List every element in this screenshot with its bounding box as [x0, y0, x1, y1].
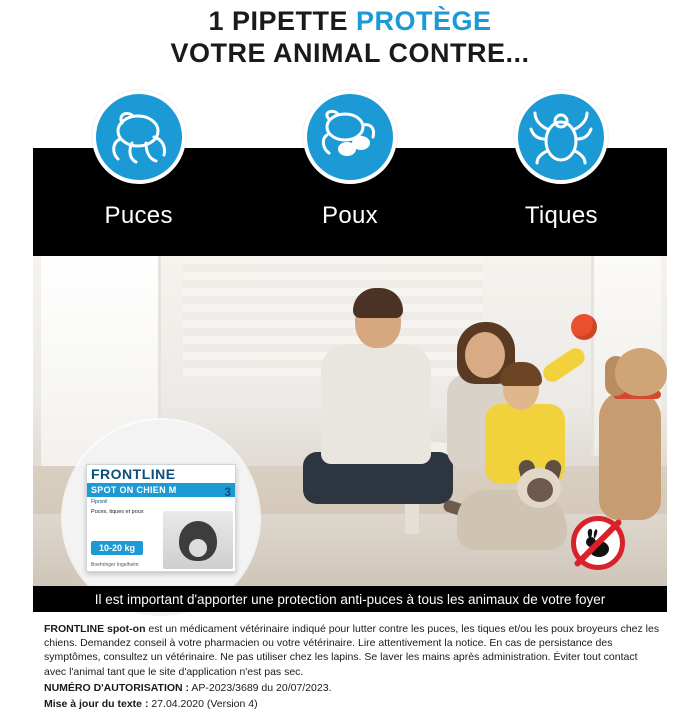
pack-descriptor: Fipronil: [91, 499, 108, 505]
headline-line-1: [0, 6, 700, 38]
black-band: [33, 148, 667, 256]
pack-range: SPOT ON CHIEN M: [87, 483, 235, 497]
headline-text-1: 1 PIPETTE: [208, 6, 356, 36]
legal-update-label: Mise à jour du texte :: [44, 697, 149, 710]
lifestyle-photo: [33, 256, 667, 586]
pack-dog-photo: [163, 511, 233, 569]
icon-label-fleas: Puces: [104, 202, 173, 229]
legal-product-name: FRONTLINE spot-on: [44, 623, 146, 635]
pack-brand: FRONTLINE: [87, 465, 235, 483]
legal-body: est un médicament vétérinaire indiqué pour lutter contre les puces, les tiques et/ou les poux broyeurs chez les chiens. Demandez conseil à votre pharmacien ou votre vétérinaire. Lire attentivement la notice. En cas de persistance des symptômes, consultez un vétérinaire. Ne pas utiliser chez les lapins. Se laver les mains après administration. Éviter tout contact avec l'animal tant que le site d'application n'est pas sec.: [44, 623, 660, 678]
pack-count: 3: [224, 485, 231, 499]
headline-accent: PROTÈGE: [356, 6, 492, 36]
headline-line-2: VOTRE ANIMAL CONTRE...: [170, 37, 530, 68]
legal-auth-value: AP-2023/3689 du 20/07/2023.: [189, 681, 332, 694]
cat-figure: [457, 456, 577, 556]
legal-update-value: 27.04.2020 (Version 4): [148, 697, 258, 710]
icon-label-lice: Poux: [322, 202, 378, 229]
pack-bullets: Puces, tiques et poux: [91, 509, 144, 515]
legal-authorization: [44, 681, 662, 695]
legal-text: [44, 622, 662, 713]
legal-auth-label: NUMÉRO D'AUTORISATION :: [44, 681, 190, 694]
pack-weight: 10-20 kg: [91, 541, 143, 555]
no-rabbit-icon: [571, 516, 625, 570]
icon-label-ticks: Tiques: [524, 202, 598, 229]
legal-paragraph: [44, 622, 662, 679]
product-pack: [86, 464, 236, 572]
toy-ball: [571, 314, 597, 340]
page-title: [0, 0, 700, 70]
pack-manufacturer: Boehringer Ingelheim: [91, 562, 139, 568]
legal-update: [44, 697, 662, 711]
caption-bar: Il est important d'apporter une protection anti-puces à tous les animaux de votre foyer: [33, 586, 667, 612]
